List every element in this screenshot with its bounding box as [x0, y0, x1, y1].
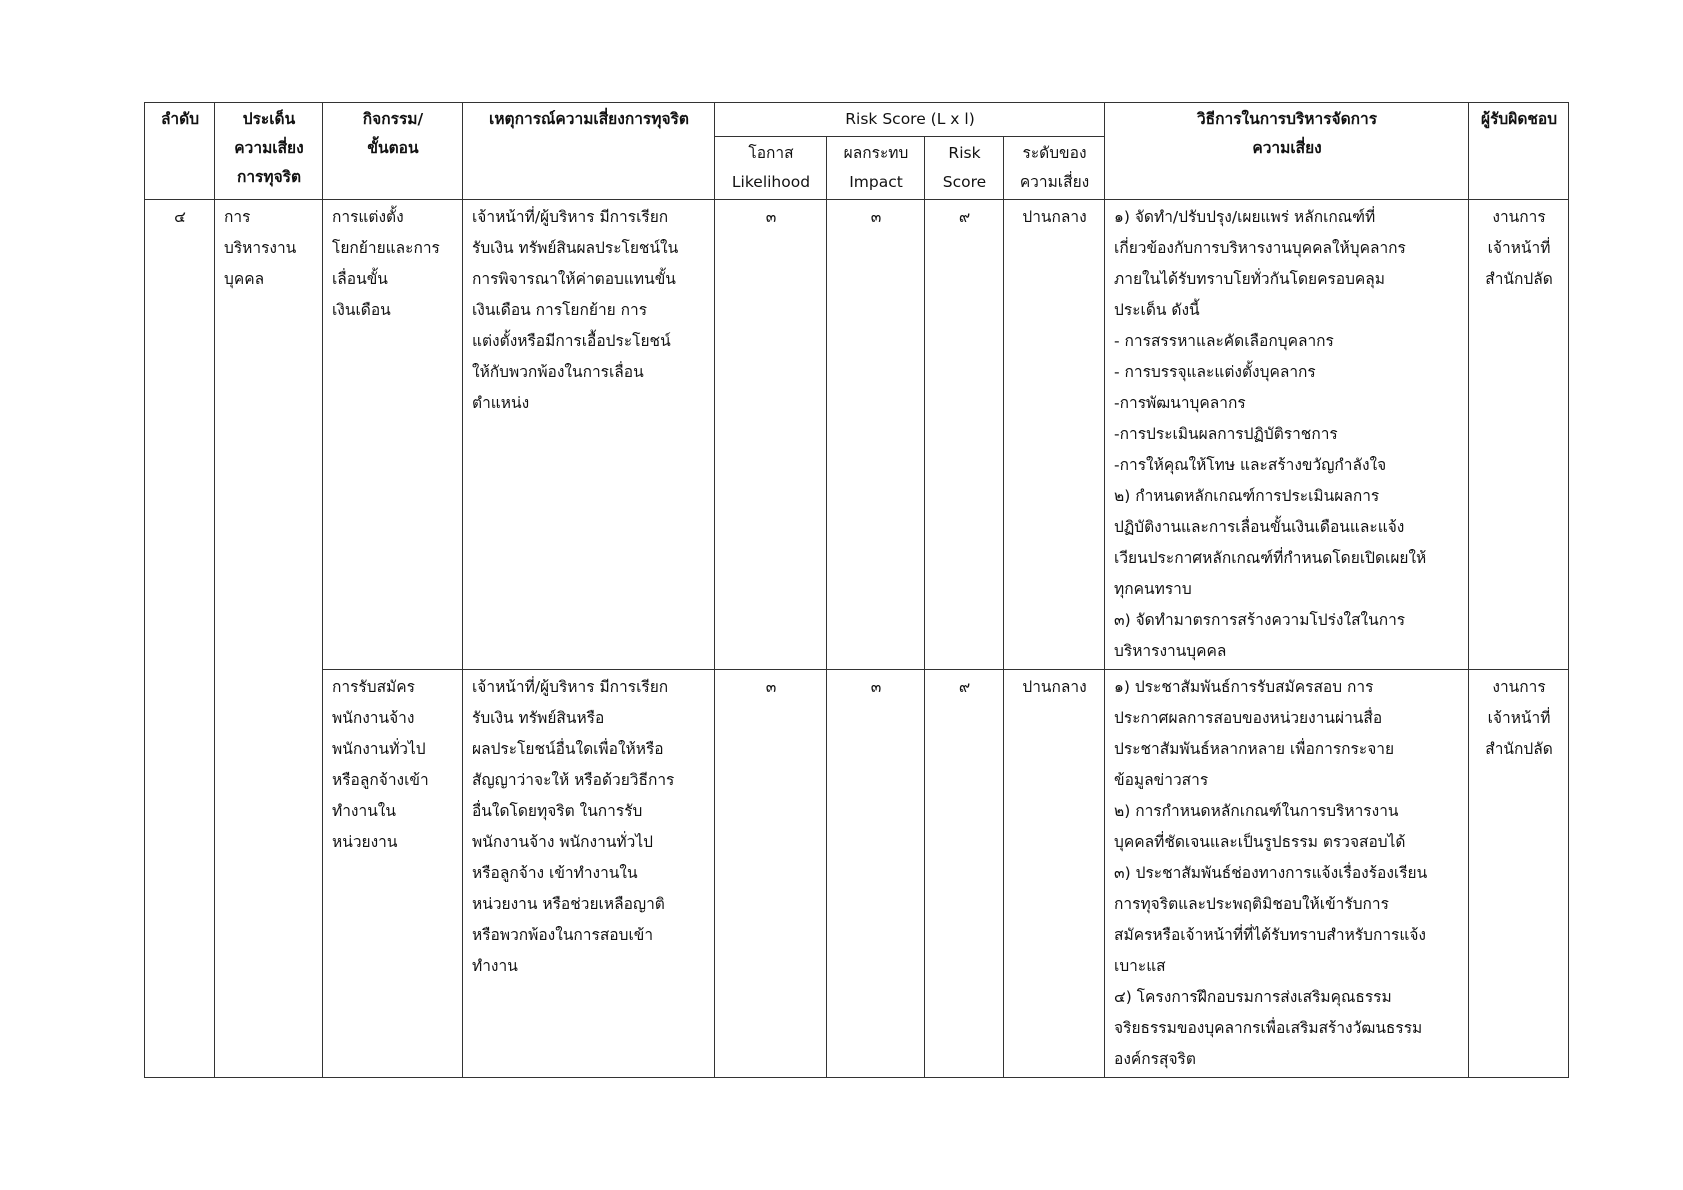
- header-likelihood: โอกาส Likelihood: [715, 137, 827, 200]
- cell-impact: ๓: [827, 670, 925, 1078]
- header-risk-score-group: Risk Score (L x l): [715, 103, 1105, 137]
- cell-likelihood: ๓: [715, 670, 827, 1078]
- cell-activity: การรับสมัคร พนักงานจ้าง พนักงานทั่วไป หรือลูกจ้างเข้า ทำงานใน หน่วยงาน: [323, 670, 463, 1078]
- header-responsible: ผู้รับผิดชอบ: [1469, 103, 1569, 200]
- header-activity: กิจกรรม/ ขั้นตอน: [323, 103, 463, 200]
- risk-table: [144, 102, 1569, 1078]
- header-event: เหตุการณ์ความเสี่ยงการทุจริต: [463, 103, 715, 200]
- cell-activity: การแต่งตั้ง โยกย้ายและการ เลื่อนขั้น เงินเดือน: [323, 200, 463, 670]
- cell-score: ๙: [925, 200, 1004, 670]
- cell-impact: ๓: [827, 200, 925, 670]
- cell-likelihood: ๓: [715, 200, 827, 670]
- cell-responsible: งานการ เจ้าหน้าที่ สำนักปลัด: [1469, 200, 1569, 670]
- cell-issue: การ บริหารงาน บุคคล: [215, 200, 323, 1078]
- header-measures: วิธีการในการบริหารจัดการ ความเสี่ยง: [1105, 103, 1469, 200]
- table-header: [145, 103, 1569, 200]
- header-level: ระดับของ ความเสี่ยง: [1004, 137, 1105, 200]
- cell-event: เจ้าหน้าที่/ผู้บริหาร มีการเรียก รับเงิน ทรัพย์สินหรือ ผลประโยชน์อื่นใดเพื่อให้หรือ สัญญาว่าจะให้ หรือด้วยวิธีการ อื่นใดโดยทุจริต ในการรับ พนักงานจ้าง พนักงานทั่วไป หรือลูกจ้าง เข้าทำงานใน หน่วยงาน หรือช่วยเหลือญาติ หรือพวกพ้องในการสอบเข้า ทำงาน: [463, 670, 715, 1078]
- cell-measures: ๑) ประชาสัมพันธ์การรับสมัครสอบ การ ประกาศผลการสอบของหน่วยงานผ่านสื่อ ประชาสัมพันธ์หลากหลาย เพื่อการกระจาย ข้อมูลข่าวสาร ๒) การกำหนดหลักเกณฑ์ในการบริหารงาน บุคคลที่ชัดเจนและเป็นรูปธรรม ตรวจสอบได้ ๓) ประชาสัมพันธ์ช่องทางการแจ้งเรื่องร้องเรียน การทุจริตและประพฤติมิชอบให้เข้ารับการ สมัครหรือเจ้าหน้าที่ที่ได้รับทราบสำหรับการแจ้ง เบาะแส ๔) โครงการฝึกอบรมการส่งเสริมคุณธรรม จริยธรรมของบุคลากรเพื่อเสริมสร้างวัฒนธรรม องค์กรสุจริต: [1105, 670, 1469, 1078]
- cell-event: เจ้าหน้าที่/ผู้บริหาร มีการเรียก รับเงิน ทรัพย์สินผลประโยชน์ใน การพิจารณาให้ค่าตอบแทนขั้น เงินเดือน การโยกย้าย การ แต่งตั้งหรือมีการเอื้อประโยชน์ ให้กับพวกพ้องในการเลื่อน ตำแหน่ง: [463, 200, 715, 670]
- table-row: [145, 670, 1569, 1078]
- table-row: [145, 200, 1569, 670]
- cell-no: ๔: [145, 200, 215, 1078]
- cell-level: ปานกลาง: [1004, 670, 1105, 1078]
- cell-score: ๙: [925, 670, 1004, 1078]
- cell-responsible: งานการ เจ้าหน้าที่ สำนักปลัด: [1469, 670, 1569, 1078]
- header-no: ลำดับ: [145, 103, 215, 200]
- cell-measures: ๑) จัดทำ/ปรับปรุง/เผยแพร่ หลักเกณฑ์ที่ เกี่ยวข้องกับการบริหารงานบุคคลให้บุคลากร ภายในได้รับทราบโยทั่วกันโดยครอบคลุม ประเด็น ดังนี้ - การสรรหาและคัดเลือกบุคลากร - การบรรจุและแต่งตั้งบุคลากร -การพัฒนาบุคลากร -การประเมินผลการปฏิบัติราชการ -การให้คุณให้โทษ และสร้างขวัญกำลังใจ ๒) กำหนดหลักเกณฑ์การประเมินผลการ ปฏิบัติงานและการเลื่อนขั้นเงินเดือนและแจ้ง เวียนประกาศหลักเกณฑ์ที่กำหนดโดยเปิดเผยให้ ทุกคนทราบ ๓) จัดทำมาตรการสร้างความโปร่งใสในการ บริหารงานบุคคล: [1105, 200, 1469, 670]
- header-impact: ผลกระทบ Impact: [827, 137, 925, 200]
- cell-level: ปานกลาง: [1004, 200, 1105, 670]
- header-issue: ประเด็น ความเสี่ยง การทุจริต: [215, 103, 323, 200]
- header-risk-score: Risk Score: [925, 137, 1004, 200]
